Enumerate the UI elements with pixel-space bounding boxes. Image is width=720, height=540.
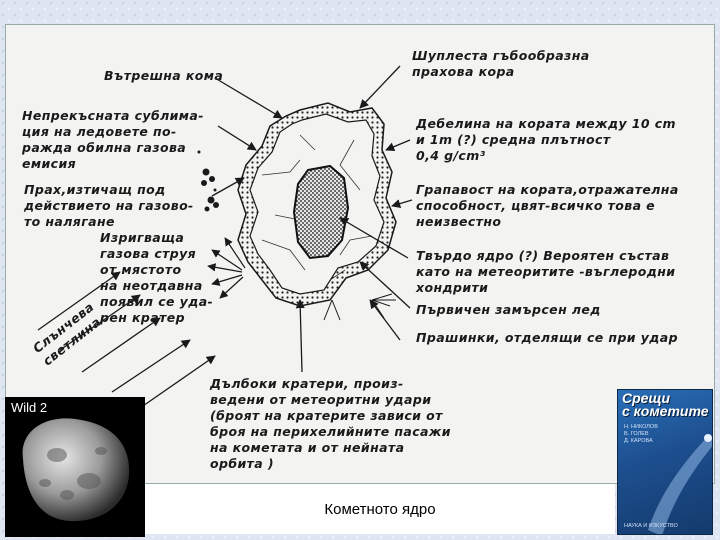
book-title: Срещи с кометите [622,390,709,419]
photo-label: Wild 2 [11,400,48,415]
comet-nucleus-image [5,397,145,537]
label-crust-thickness: Дебелина на кората между 10 cm и 1m (?) средна плътност 0,4 g/cm³ [416,116,676,163]
label-solid-nucleus: Твърдо ядро (?) Вероятен състав като на метеоритите -въглеродни хондрити [416,248,676,295]
label-rough-crust: Грапавост на кората,отражателна способност, цвят-всичко това е неизвестно [416,182,679,229]
book-cover [617,389,713,535]
caption-box [145,484,615,534]
wild2-photo [5,397,145,537]
label-deep-craters: Дълбоки кратери, произ- ведени от метеоритни удари (броят на кратерите зависи от броя на перихелийните пасажи на кометата и от нейната орбита ) [210,376,451,471]
label-continuous-sublimation: Непрекъсната сублима- ция на ледовете по- ражда обилна газова емисия [22,108,204,171]
book-publisher: НАУКА И ИЗКУСТВО [624,523,678,529]
label-gas-jet: Изригваща газова струя от мястото на неотдавна появил се уда- рен кратер [100,230,214,325]
book-authors: Н. НИКОЛОВ В. ГОЛЕВ Д. КАРОВА [624,424,658,444]
label-inner-coma: Вътрешна кома [104,68,224,83]
label-sunlight: Слънчева светлина [30,299,104,369]
label-primary-ice: Първичен замърсен лед [416,302,601,317]
label-impact-grains: Прашинки, отделящи се при удар [416,330,678,345]
label-outer-dusty-crust: Шуплеста гъбообразна прахова кора [412,48,590,79]
slide-caption: Кометното ядро [324,500,436,518]
label-dust-flowing: Прах,изтичащ под действието на газово- то налягане [24,182,194,229]
